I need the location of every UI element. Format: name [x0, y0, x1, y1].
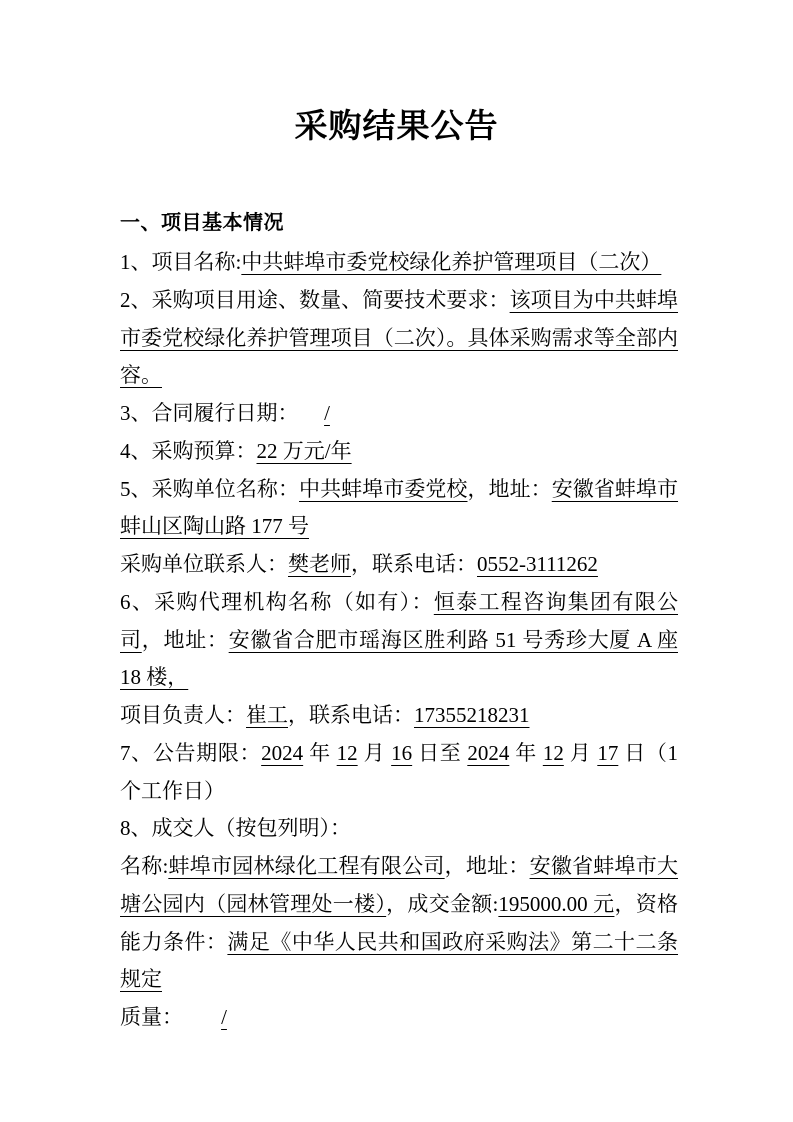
plain-text: ，联系电话： — [288, 703, 414, 727]
underlined-text: 17355218231 — [414, 703, 530, 727]
underlined-text: 195000.00 元 — [498, 891, 615, 916]
plain-text: 1、项目名称: — [120, 250, 242, 274]
plain-text: 2、采购项目用途、数量、简要技术要求： — [120, 287, 510, 312]
item-2-purpose — [120, 282, 678, 395]
plain-text: 质量： — [120, 1005, 183, 1029]
plain-text: 4、采购预算： — [120, 438, 257, 463]
underlined-text: 17 — [597, 740, 619, 765]
plain-text: 年 — [509, 740, 543, 765]
item-8-winner-heading — [120, 810, 678, 848]
plain-text: 日（1 个工作日） — [120, 740, 679, 803]
underlined-text: 安徽省蚌埠市大塘公园内（园林管理处一楼） — [120, 854, 679, 916]
underlined-text: 崔工 — [246, 703, 288, 727]
underlined-text: 恒泰工程咨询集团有限公司 — [120, 589, 679, 652]
plain-text: 6、采购代理机构名称（如有）： — [120, 589, 434, 614]
underlined-text: 16 — [391, 740, 413, 765]
underlined-text: 2024 — [261, 740, 304, 765]
plain-text: ，资格能力条件： — [120, 891, 678, 954]
plain-text: 年 — [303, 740, 337, 765]
plain-text: 月 — [563, 740, 598, 765]
plain-text: ，地址： — [467, 476, 552, 501]
plain-text: 7、公告期限： — [120, 740, 262, 765]
plain-text: 日至 — [412, 740, 468, 765]
underlined-text: 樊老师 — [288, 552, 351, 576]
plain-text: ，地址： — [141, 627, 229, 652]
plain-text: 5、采购单位名称： — [120, 476, 300, 501]
underlined-text: 中共蚌埠市委党校绿化养护管理项目（二次） — [241, 250, 662, 274]
plain-text: 8、成交人（按包列明）： — [120, 816, 351, 841]
document-body — [120, 244, 678, 1037]
item-5-purchaser — [120, 471, 678, 547]
purchaser-contact — [120, 546, 678, 584]
plain-text: ，联系电话： — [351, 552, 477, 576]
item-3-contract-date — [120, 395, 678, 433]
section-heading: 一、项目基本情况 — [120, 212, 284, 234]
plain-text: 3、合同履行日期： — [120, 401, 299, 425]
winner-details — [120, 848, 678, 999]
item-4-budget — [120, 433, 678, 471]
quality — [120, 999, 678, 1037]
underlined-text: 中共蚌埠市委党校 — [299, 476, 468, 501]
underlined-text: 0552-3111262 — [477, 552, 598, 576]
underlined-text: / — [324, 401, 330, 425]
underlined-text: 安徽省蚌埠市蚌山区陶山路 177 号 — [120, 476, 679, 539]
project-manager — [120, 697, 678, 735]
plain-text: 月 — [357, 740, 392, 765]
plain-text: ，成交金额: — [386, 891, 499, 916]
underlined-text: 安徽省合肥市瑶海区胜利路 51 号秀珍大厦 A 座 18 楼， — [120, 627, 678, 690]
underlined-text: 12 — [542, 740, 564, 765]
underlined-text: 22 万元/年 — [256, 438, 352, 463]
underlined-text: 蚌埠市园林绿化工程有限公司 — [168, 854, 445, 878]
underlined-text: 2024 — [467, 740, 510, 765]
underlined-text: 该项目为中共蚌埠市委党校绿化养护管理项目（二次）。具体采购需求等全部内容。 — [120, 287, 679, 388]
underlined-text: 12 — [336, 740, 358, 765]
underlined-text: / — [221, 1005, 227, 1029]
plain-text: 项目负责人： — [120, 703, 246, 727]
document-title: 采购结果公告 — [294, 109, 499, 145]
underlined-text: 满足《中华人民共和国政府采购法》第二十二条规定 — [120, 929, 679, 992]
plain-text: ，地址： — [444, 854, 530, 878]
item-7-announcement-period — [120, 735, 678, 811]
item-6-agency — [120, 584, 678, 697]
plain-text: 采购单位联系人： — [120, 552, 288, 576]
item-1-project-name — [120, 244, 678, 282]
plain-text: 名称: — [120, 854, 169, 878]
